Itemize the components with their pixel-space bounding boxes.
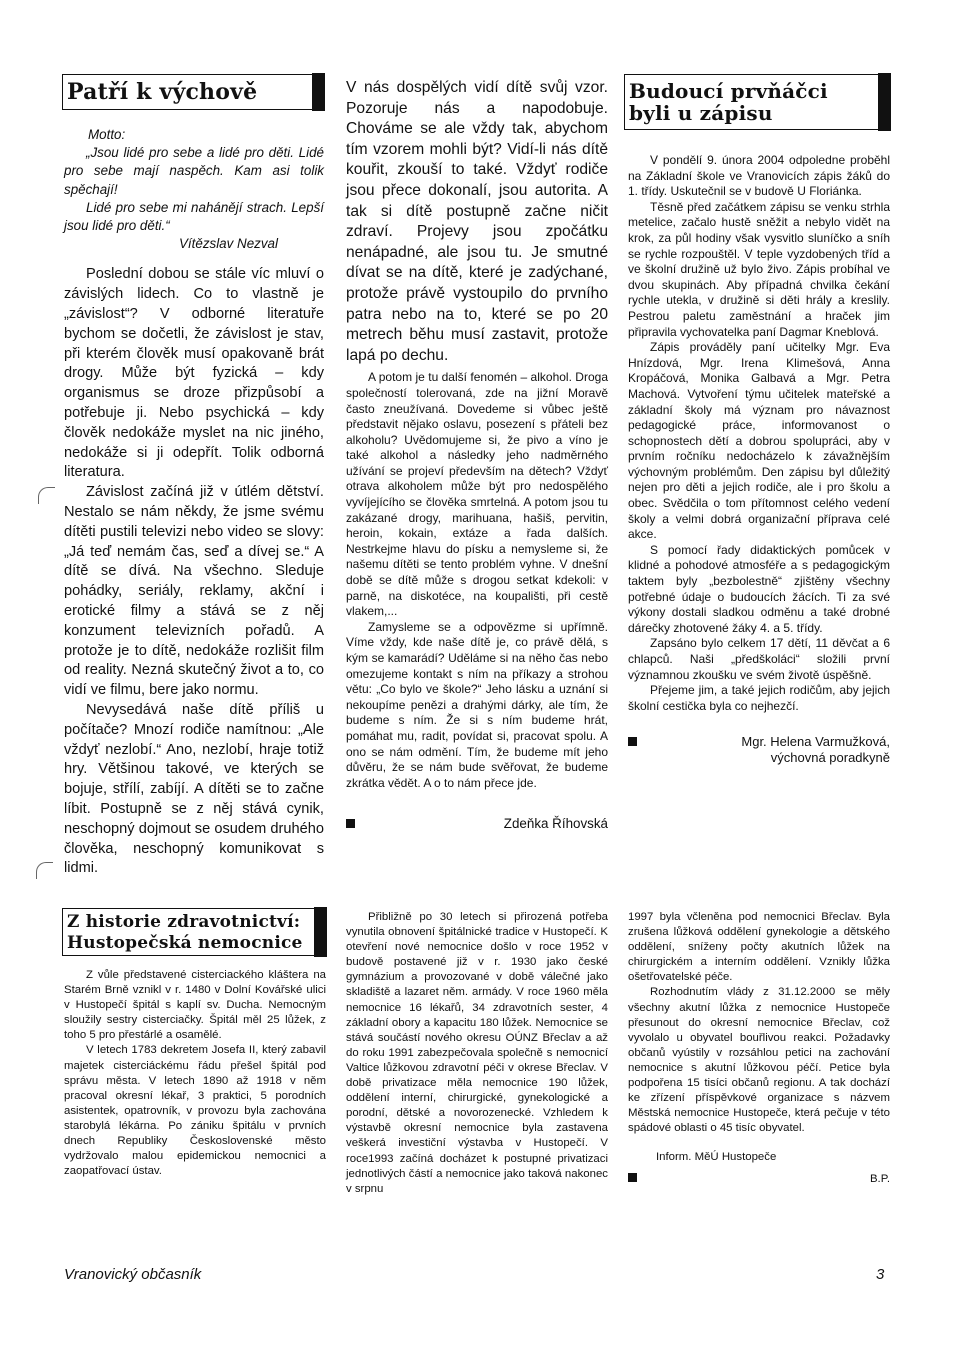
paragraph: Zapsáno bylo celkem 17 dětí, 11 děvčat a 6 chlapců. Naši „předškoláci“ složili první významnou zkoušku ve svém životě úspěšně. [628,636,890,682]
paragraph: Zápis prováděly paní učitelky Mgr. Eva Hnízdová, Mgr. Irena Klimešová, Anna Kropáčová, Monika Galbavá a Mgr. Petra Machová. Vytvoření týmu učitelek mateřské a základní školy má význam pro návaznost pedagogické práce, informovanost o schopnostech dětí a dobrou spolupráci, aby v prvním ročníku nedocházelo k závažnějším výchovným problémům. Den zápisu byl důležitý nejen pro děti a jejich rodiče, ale i pro školu a obec. Svědčila o tom přítomnost celého vedení školy a velmi dobrá organizační příprava celé akce. [628,340,890,542]
paragraph: V nás dospělých vidí dítě svůj vzor. Pozoruje nás a napodobuje. Chováme se ale vždy tak, abychom tím vzorem mohli být? Vidí-li nás dítě kouřit, zkouší to také. Vždyť rodiče jsou přece dokonalí, jsou autorita. A tak si dítě postupně začne ničit zdraví. Projevy jsou zpočátku nenápadné, ale jsou tu. Je smutné dívat se na dítě, které je zadýchané, protože právě vystoupilo do prvního patra nebo na to, které se po 20 metrech běhu musí zastavit, protože lapá po dechu. [346,79,608,364]
paragraph: Rozhodnutím vlády z 31.12.2000 se měly všechny akutní lůžka z nemocnice Hustopeče přesunout do okresní nemocnice Břeclav, což vyvolalo u obyvatel bouřlivou reakci. Požadavky občanů vyústily v rozsáhlou petici na zachování nemocnice s akutní lůžkovou péčí. Petice byla podpořena 15 tisíci občanů regionu. A tak dochází ke zřízení příspěvkové organizace s názvem Městská nemocnice Hustopeče, která pečuje v této spádové oblasti o 45 tisíc obyvatel. [628,986,890,1135]
heading-bar [878,73,891,131]
article-heading: Patří k výchově [67,79,258,105]
end-square-icon [346,819,355,828]
page-number: 3 [876,1266,885,1283]
paragraph: Závislost začíná již v útlém dětství. Nestalo se nám někdy, že jsme svému dítěti pustili televizi nebo video se slovy: „Já teď nemám čas, seď a dívej se.“ A dítě se dívá. Na všechno. Sleduje pohádky, seriály, reklamy, akční i erotické filmy a stává se z něj konzument televizních pořadů. A protože je to dítě, nedokáže rozlišit film od reality. Nezná skutečný život a to, co vidí ve filmu, bere jako normu. [64,484,324,699]
article2-column [628,153,890,766]
initials: B.P. [869,1172,890,1185]
publication-title: Vranovický občasník [64,1266,202,1283]
motto-author: Vítězslav Nezval [179,236,278,252]
motto-label: Motto: [88,127,126,142]
paragraph: Přibližně po 30 letech si přirozená potřeba vynutila obnovení špitálnické tradice v Hustopečí. K otevření nové nemocnice došlo v roce 1952 v budově postavené již v r. 1930 jako české gymnázium a provozované v době válečné jako skladiště a lazaret něm. armády. V roce 1960 měla nemocnice 16 lékařů, 34 zdravotních sester, 4 základní obory a kapacitu 180 lůžek. Nemocnice se stává součástí nového okresu OÚNZ Břeclav a až do roku 1991 zabezpečovala společně s nemocnicí Valtice lůžkovou zdravotní péči v okrese Břeclav. V době privatizace měla nemocnice 190 lůžek, oddělení interní, chirurgické, gynekologické a porodní, dětské a novorozenecké. Vzhledem k výstavbě okresní nemocnice byla zastavena veškerá investiční výstavba v Hustopečí. V roce1993 začíná docházet k postupné privatizaci jednotlivých částí a nemocnice jako taková nakonec v srpnu [346,911,608,1195]
article1-column2 [346,78,608,834]
article3-column3 [628,910,890,1187]
initials-line [628,1172,890,1187]
scan-mark [38,487,55,504]
article1-column1 [64,126,324,879]
article-heading-box [62,74,325,110]
paragraph: Z vůle představené cisterciackého kláštera na Starém Brně vznikl v r. 1480 v Dolní Kovářské ulici v Hustopečí špitál s kaplí sv. Ducha. Nemocným sloužily sestry cisterciačky. Špitál měl 25 lůžek, z toho 5 pro přestárlé a osamělé. [64,969,326,1042]
paragraph: A potom je tu další fenomén – alkohol. Droga společností tolerovaná, zde na jižní Moravě často zneužívaná. Dovedeme si vůbec ještě představit nějako oslavu, posezení s přáteli bez alkoholu? Uvědomujeme si, že pivo a víno je také alkohol a následky jeho nadměrného užívání se projeví především na dětech? Vždyť otrava alkoholem může být pro nedospělého vyvíjejícího se člověka smrtelná. A potom jsou tu zakázané drogy, marihuana, hašiš, pervitin, heroin, kokain, extáze a řada dalších. Nestrkejme hlavu do písku a nemysleme si, že našemu dítěti se tento problém vyhne. V dnešní době se dítě může s drogou setkat kdekoli: v parně, na diskotéce, na koupališti, při cestě vlakem,... [346,370,608,619]
paragraph: Poslední dobou se stále víc mluví o závislých lidech. Co to vlastně je „závislost“? V odborné literatuře bychom se dočetli, že závislost je stav, při kterém člověk musí opakovaně brát drogy. Může být fyzická – kdy organismus se droze přizpůsobí a potřebuje ji. Nebo psychická – kdy člověk nedokáže myslet na nic jiného, nedokáže si ji odepřít. Tolik odborná literatura. [64,266,324,481]
author-name: Mgr. Helena Varmužková, [741,734,890,750]
scan-mark [36,862,53,879]
paragraph: S pomocí řady didaktických pomůcek v klidné a pohodové atmosféře a s pedagogickým taktem byly „bezbolestně“ zjištěny všechny potřebné údaje o budoucích žácích. Ti za své výkony dostali sladkou odměnu a také drobné dárečky zhotovené žáky 4. a 5. třídy. [628,542,890,635]
heading-bar [312,73,325,111]
article-heading-line: Hustopečská nemocnice [67,933,303,953]
author-role: výchovná poradkyně [770,749,890,765]
end-square-icon [628,737,637,746]
article-heading-box [62,908,327,956]
end-square-icon [628,1173,637,1182]
paragraph: Těsně před začátkem zápisu se venku strhla metelice, začalo hustě sněžit a nebylo vidět na krok, za půl hodiny však vysvitlo sluníčko a sníh se rychle rozpouštěl. V teple vyzdobených tříd a ve školní družině už bylo živo. Zápis probíhal ve dvou skupinách. Aby případná chvilka čekání rychle utekla, v družině si děti hrály a kreslily. Pestrou paletu zaměstnání a hraček jim připravila vychovatelka paní Dagmar Kneblová. [628,199,890,339]
paragraph: 1997 byla včleněna pod nemocnici Břeclav. Byla zrušena lůžková oddělení gynekologie a dětského oddělení, sníženy počty akutních lůžek na chirurgickém a interním oddělení. Vznikly lůžka ošetřovatelské péče. [628,911,890,984]
author-line [346,815,608,833]
paragraph: V pondělí 9. února 2004 odpoledne proběhl na Základní škole ve Vranovicích zápis žáků do 1. třídy. Uskutečnil se v budově U Floriánka. [628,153,890,199]
heading-bar [314,907,327,957]
paragraph: Zamysleme se a odpovězme si upřímně. Víme vždy, kde naše dítě je, co právě dělá, s kým se kamarádí? Uděláme si na něho čas nebo omezujeme kontakt s ním na příkazy a strohou větu: „Co bylo ve škole?“ Jeho lásku a uznání si nekoupíme penězi a drahými dárky, ale tím, že budeme s ním. Že si s ním budeme hrát, pomáhat mu, radit, povídat si, pracovat spolu. A ono se nám odmění. Tím, že budeme mít jeho důvěru, že se nám bude svěřovat, že budeme zkrátka vědět. A o to nám přece jde. [346,619,608,790]
article3-column1 [64,968,326,1179]
author-name: Zdeňka Říhovská [503,816,608,832]
motto-text: „Jsou lidé pro sebe a lidé pro děti. Lidé pro sebe mají naspěch. Kam asi tolik spěchají! [64,145,324,197]
author-line [628,734,890,750]
paragraph: V letech 1783 dekretem Josefa II, který zabavil majetek cisterciáckému řádu přešel špitál pod správu města. V letech 1890 až 1918 v něm pracoval okresní lékař, 3 praktici, 5 porodních asistentek, opatrovník, v provozu byla zachována starobylá lékárna. Po zániku špitálu v prvních dnech Republiky Československé město vydržovalo malou epidemickou nemocnici a zaopatřovací ústav. [64,1044,326,1178]
paragraph: Nevysedává naše dítě příliš u počítače? Mnozí rodiče namítnou: „Ale vždyť nezlobí.“ Ano, nezlobí, hraje totiž hry. Většinou takové, ve kterých se bojuje, střílí, zabíjí. A dítěti se to začne líbit. Postupně se z něj stává cynik, neschopný dojmout se osudem druhého člověka, neschopný komunikovat s lidmi. [64,701,324,877]
article-heading-box [624,74,891,130]
source-line: Inform. MěÚ Hustopeče [656,1151,777,1164]
motto-text: Lidé pro sebe mi nahánějí strach. Lepší jsou lidé pro děti.“ [64,199,324,234]
paragraph: Přejeme jim, a také jejich rodičům, aby jejich školní cestička byla co nejhezčí. [628,683,890,713]
article-heading-line: Z historie zdravotnictví: [67,912,301,932]
article-heading-line: byli u zápisu [629,101,773,125]
article3-column2 [346,910,608,1197]
article-heading-line: Budoucí prvňáčci [629,79,828,103]
